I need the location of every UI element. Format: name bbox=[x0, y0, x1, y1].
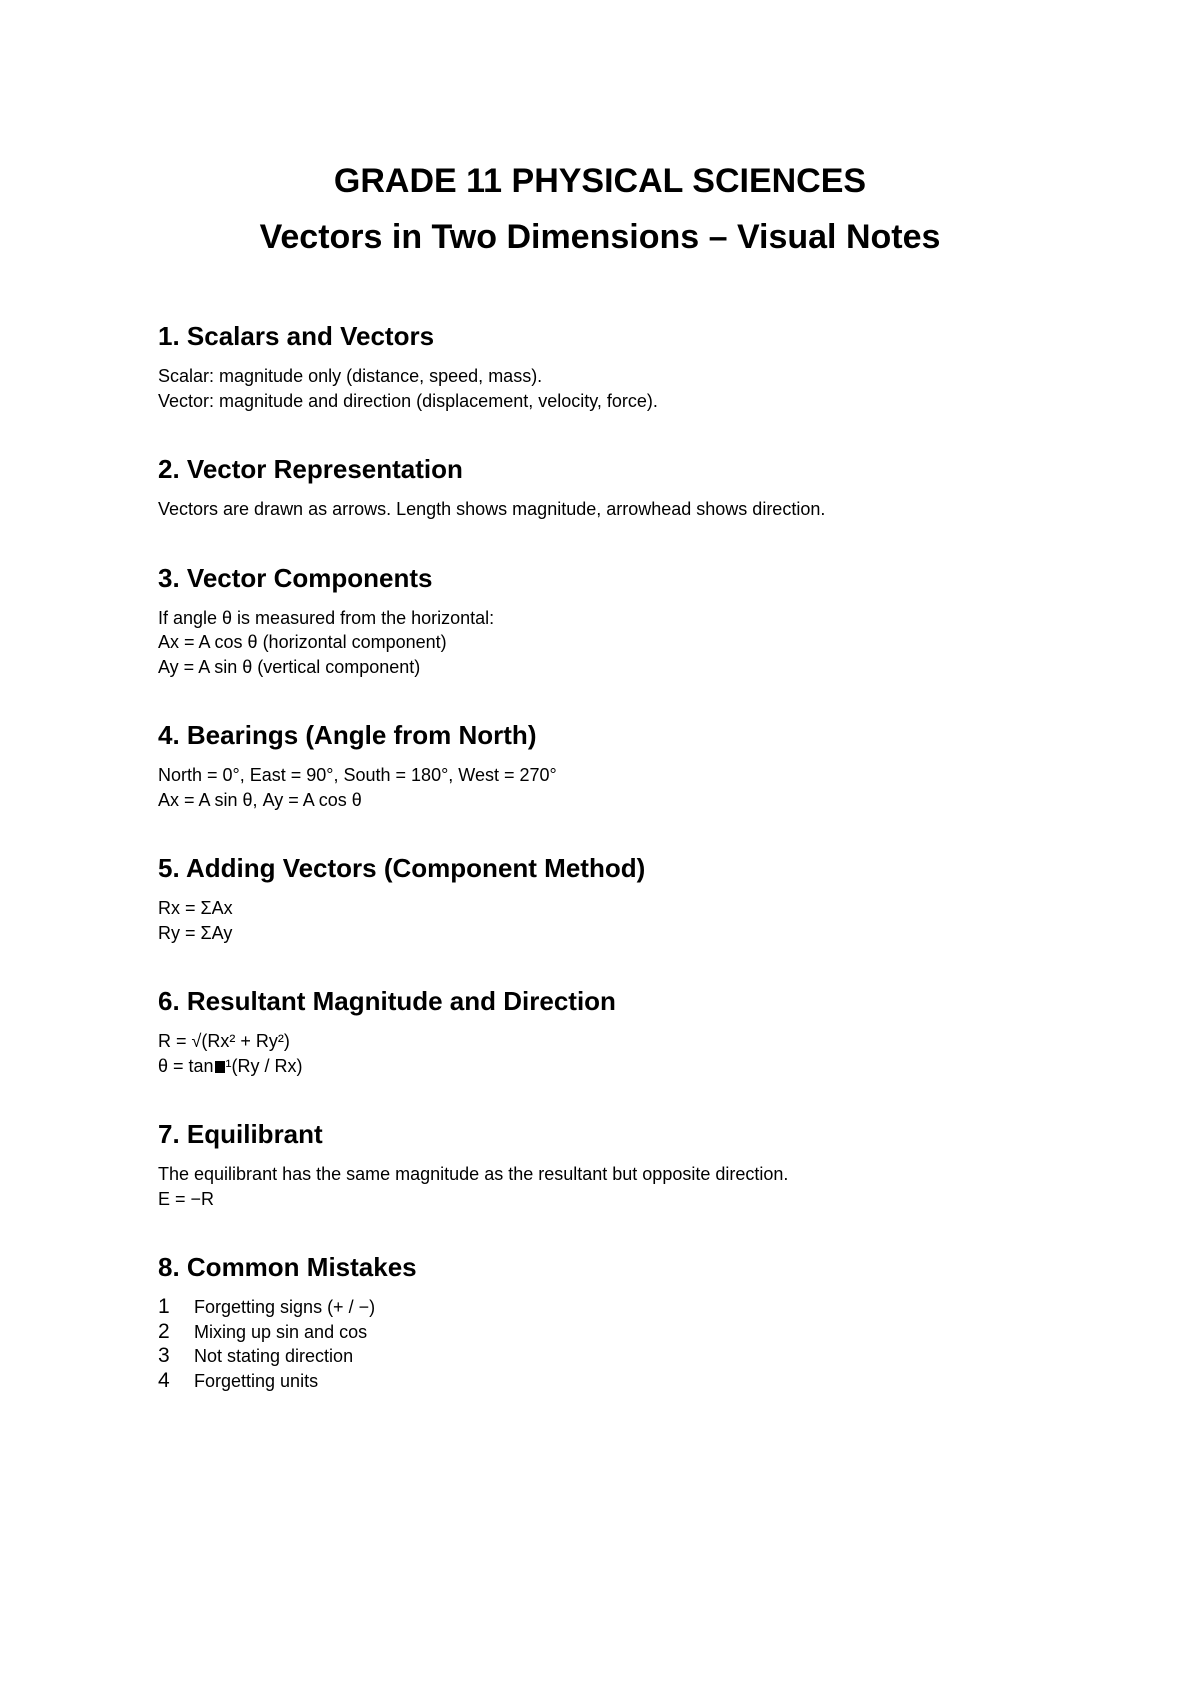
components-intro: If angle θ is measured from the horizontal: bbox=[158, 607, 495, 628]
section-heading: 5. Adding Vectors (Component Method) bbox=[158, 853, 646, 883]
scalar-definition: Scalar: magnitude only (distance, speed, mass). bbox=[158, 366, 543, 386]
list-item bbox=[158, 1320, 1118, 1345]
list-item bbox=[158, 1295, 1118, 1320]
rx-sum-formula: Rx = ΣAx bbox=[158, 898, 233, 918]
section-vector-representation bbox=[158, 453, 1118, 522]
section-heading: 4. Bearings (Angle from North) bbox=[158, 720, 537, 750]
list-item-text: Forgetting units bbox=[194, 1370, 319, 1391]
resultant-direction-formula bbox=[158, 1054, 1118, 1079]
section-heading: 7. Equilibrant bbox=[158, 1119, 323, 1149]
section-heading: 3. Vector Components bbox=[158, 562, 433, 593]
equilibrant-formula: E = −R bbox=[158, 1188, 215, 1209]
section-heading: 8. Common Mistakes bbox=[158, 1252, 417, 1282]
list-item bbox=[158, 1344, 1118, 1369]
vector-definition: Vector: magnitude and direction (displacement, velocity, force). bbox=[158, 390, 658, 411]
section-vector-components bbox=[158, 562, 1118, 680]
section-heading: 2. Vector Representation bbox=[158, 454, 463, 484]
list-item-number: 4 bbox=[158, 1368, 170, 1392]
section-adding-vectors bbox=[158, 852, 1118, 945]
horizontal-component-formula: Ax = A cos θ (horizontal component) bbox=[158, 632, 447, 652]
list-item-number: 3 bbox=[158, 1344, 170, 1367]
list-item-text: Mixing up sin and cos bbox=[194, 1321, 368, 1342]
notes-content bbox=[158, 320, 1118, 1393]
resultant-magnitude-formula: R = √(Rx² + Ry²) bbox=[158, 1031, 290, 1051]
list-item-number: 1 bbox=[158, 1295, 170, 1318]
ry-sum-formula: Ry = ΣAy bbox=[158, 922, 233, 943]
representation-text: Vectors are drawn as arrows. Length shows magnitude, arrowhead shows direction. bbox=[158, 499, 826, 519]
section-heading: 6. Resultant Magnitude and Direction bbox=[158, 986, 616, 1016]
bearing-components-formula: Ax = A sin θ, Ay = A cos θ bbox=[158, 789, 362, 810]
section-bearings bbox=[158, 719, 1118, 812]
section-resultant bbox=[158, 985, 1118, 1078]
theta-formula-prefix: θ = tan bbox=[158, 1055, 214, 1076]
list-item-number: 2 bbox=[158, 1319, 170, 1343]
list-item-text: Not stating direction bbox=[194, 1346, 354, 1366]
document-title: GRADE 11 PHYSICAL SCIENCES bbox=[333, 162, 867, 200]
list-item bbox=[158, 1369, 1118, 1394]
missing-glyph-box bbox=[215, 1061, 225, 1073]
section-common-mistakes bbox=[158, 1251, 1118, 1393]
section-equilibrant bbox=[158, 1118, 1118, 1211]
equilibrant-definition: The equilibrant has the same magnitude as the resultant but opposite direction. bbox=[158, 1164, 789, 1184]
list-item-text: Forgetting signs (+ / −) bbox=[194, 1297, 376, 1317]
bearing-angles: North = 0°, East = 90°, South = 180°, West = 270° bbox=[158, 765, 557, 785]
mistakes-list bbox=[158, 1295, 1118, 1393]
section-heading: 1. Scalars and Vectors bbox=[158, 321, 435, 351]
document-subtitle: Vectors in Two Dimensions – Visual Notes bbox=[259, 218, 941, 256]
theta-formula-suffix: ¹(Ry / Rx) bbox=[225, 1055, 303, 1076]
vertical-component-formula: Ay = A sin θ (vertical component) bbox=[158, 656, 421, 677]
section-scalars-and-vectors bbox=[158, 320, 1118, 413]
